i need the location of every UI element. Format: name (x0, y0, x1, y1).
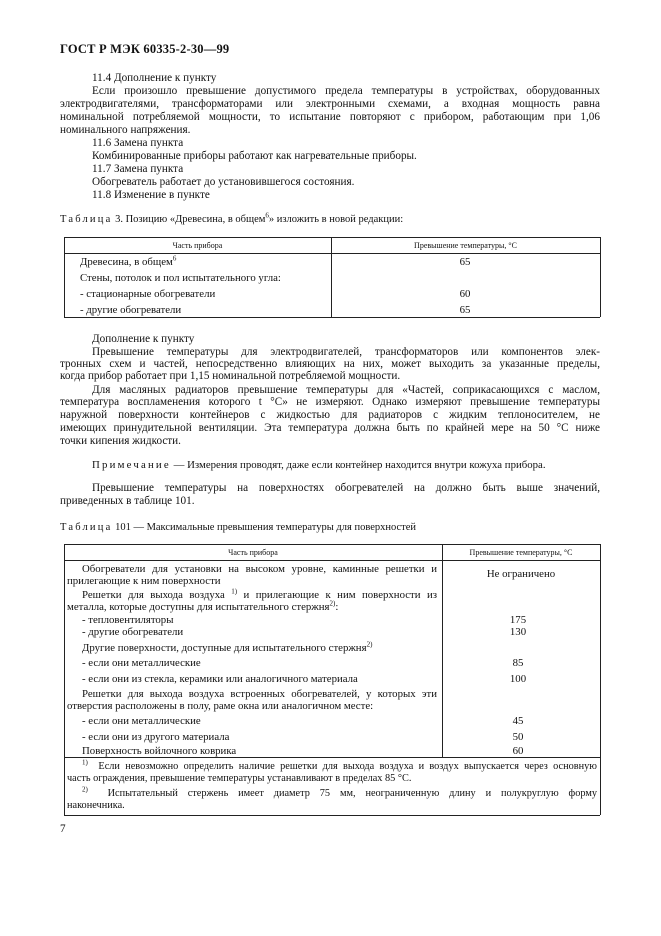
table-border (64, 317, 600, 318)
table-101-row-11-value: 60 (512, 745, 524, 757)
footnote-1-line-1 (82, 758, 597, 774)
table-border (64, 815, 600, 816)
table-101-row-3-value: 175 (509, 614, 527, 626)
addition-p1-line-1: Превышение температуры для электродвигателей, трансформаторов или компонентов элек- (92, 346, 600, 358)
note-label: Примечание (92, 459, 171, 471)
table-3-label: Таблица (60, 214, 113, 225)
note-text: — Измерения проводят, даже если контейнер находится внутри кожуха прибора. (173, 459, 546, 471)
table-101-row-7-label: - если они из стекла, керамики или аналогичного материала (82, 673, 358, 685)
table-border (600, 237, 601, 317)
addition-p1-line-2: тронных схем и частей, непосредственно влияющих на них, может выходить за указанные пределы, (60, 358, 600, 370)
table-101-row-8-line-2: отверстия расположены в полу, раме окна или аналогичном месте: (67, 700, 374, 712)
addition-p1-line-3: когда прибор работает при 1,15 номинальной потребляемой мощности. (60, 370, 401, 382)
table-101-row-6-value: 85 (512, 657, 524, 669)
table-101-row-9-label: - если они металлические (82, 715, 201, 727)
table-101-header-rise: Превышение температуры, °С (469, 548, 573, 557)
table-101-row-1-value: Не ограничено (486, 568, 556, 580)
table-101-row-1-line-1: Обогреватели для установки на высоком уровне, каминные решетки и (82, 563, 437, 575)
table-101-row-9-value: 45 (512, 715, 524, 727)
section-11-4-line-1: Если произошло превышение допустимого предела температуры в устройствах, оборудованных (92, 85, 600, 97)
table-101-row-4-label: - другие обогреватели (82, 626, 184, 638)
table-border (442, 544, 443, 757)
table-101-row-2-line-1 (82, 589, 437, 602)
table-101-row-11-label: Поверхность войлочного коврика (82, 745, 237, 757)
section-11-8-title: 11.8 Изменение в пункте (92, 189, 210, 201)
section-11-6-title: 11.6 Замена пункта (92, 137, 184, 149)
footnote-1-line-2: часть ограждения, превышение температуры устанавливают в пределах 85 °С. (67, 773, 412, 784)
footnote-ref: 1) (231, 587, 238, 596)
note (92, 459, 546, 472)
table-border (600, 544, 601, 815)
footnote-2-line-1 (82, 785, 597, 801)
section-11-4-line-3: номинальной потребляемой мощности, то испытание повторяют с прибором, работающим при 1,06 (60, 111, 600, 123)
table-101-row-10-label: - если они из другого материала (82, 731, 230, 743)
cell-text: Другие поверхности, доступные для испытательного стержня (82, 642, 367, 654)
footnote-2-line-2: наконечника. (67, 800, 125, 811)
paragraph-line-2: приведенных в таблице 101. (60, 495, 195, 507)
table-3-row-1-value: 65 (459, 256, 471, 268)
cell-text: Древесина, в общем (80, 256, 173, 268)
table-101-row-2-line-2 (67, 601, 338, 614)
table-101-caption-text: 101 — Максимальные превышения температуры для поверхностей (115, 522, 417, 533)
table-3-header-part: Часть прибора (172, 241, 223, 250)
table-3-row-4-value: 65 (459, 304, 471, 316)
cell-text: : (335, 601, 339, 613)
table-101-row-1-line-2: прилегающие к ним поверхности (67, 575, 221, 587)
table-101-row-5-label (82, 642, 372, 655)
table-101-row-10-value: 50 (512, 731, 524, 743)
footnote-text: Если невозможно определить наличие решетки для выхода воздуха и воздух выпускается через основную (98, 761, 597, 772)
table-101-row-4-value: 130 (509, 626, 527, 638)
table-3-row-4-label: - другие обогреватели (80, 304, 182, 316)
paragraph-line-1: Превышение температуры на поверхностях обогревателей на должно быть выше значений, (92, 482, 600, 494)
table-3-row-2-label: Стены, потолок и пол испытательного угла: (80, 272, 281, 284)
table-101-row-7-value: 100 (509, 673, 527, 685)
table-border (64, 237, 600, 238)
cell-text: металла, которые доступны для испытательного стержня (67, 601, 330, 613)
addition-title: Дополнение к пункту (92, 333, 195, 345)
section-11-6-text: Комбинированные приборы работают как нагревательные приборы. (92, 150, 417, 162)
document-header: ГОСТ Р МЭК 60335-2-30—99 (60, 42, 230, 56)
footnote-ref: 6 (172, 254, 177, 263)
footnote-text: Испытательный стержень имеет диаметр 75 мм, неограниченную длину и полукруглую форму (107, 788, 597, 799)
table-3-row-3-label: - стационарные обогреватели (80, 288, 216, 300)
section-11-7-text: Обогреватель работает до установившегося состояния. (92, 176, 355, 188)
section-11-7-title: 11.7 Замена пункта (92, 163, 184, 175)
table-101-row-3-label: - тепловентиляторы (82, 614, 174, 626)
table-3-row-1-label (80, 256, 176, 269)
section-11-4-line-4: номинального напряжения. (60, 124, 191, 136)
table-3-caption (60, 213, 403, 226)
page-number: 7 (60, 823, 66, 835)
footnote-ref: 6 (265, 211, 269, 220)
section-11-4-line-2: электродвигателями, трансформаторами или электронными схемами, а входная мощность равна (60, 98, 600, 110)
table-101-row-8-line-1: Решетки для выхода воздуха встроенных обогревателей, у которых эти (82, 688, 437, 700)
addition-p2-line-4: имеющих принудительной вентиляции. Эта температура должна быть по крайней мере на 50 °С ниже (60, 422, 600, 434)
addition-p2-line-1: Для масляных радиаторов превышение температуры для «Частей, соприкасающихся с маслом, (92, 384, 600, 396)
table-3-caption-text: 3. Позицию «Древесина, в общем (115, 214, 266, 225)
footnote-ref: 2) (366, 640, 373, 649)
table-border (64, 544, 600, 545)
table-3-row-3-value: 60 (459, 288, 471, 300)
table-101-label: Таблица (60, 522, 113, 533)
table-101-row-6-label: - если они металлические (82, 657, 201, 669)
table-border (64, 560, 600, 561)
table-3-header-rise: Превышение температуры, °С (414, 241, 517, 250)
footnote-marker: 1) (82, 758, 88, 767)
table-3-caption-end: » изложить в новой редакции: (268, 214, 404, 225)
addition-p2-line-2: температура воспламенения которого t °С» не измеряют. Однако измеряют превышение температуры (60, 396, 600, 408)
table-border (64, 544, 65, 815)
table-101-header-part: Часть прибора (228, 548, 278, 557)
cell-text: Решетки для выхода воздуха (82, 589, 225, 601)
addition-p2-line-5: точки кипения жидкости. (60, 435, 181, 447)
section-11-4-title: 11.4 Дополнение к пункту (92, 72, 217, 84)
table-101-caption (60, 521, 416, 534)
footnote-ref: 2) (329, 599, 336, 608)
table-border (64, 253, 600, 254)
addition-p2-line-3: наружной поверхности контейнеров с жидкостью для радиаторов с жидким теплоносителем, не (60, 409, 600, 421)
cell-text: и прилегающие к ним поверхности из (243, 589, 438, 601)
footnote-marker: 2) (82, 785, 88, 794)
